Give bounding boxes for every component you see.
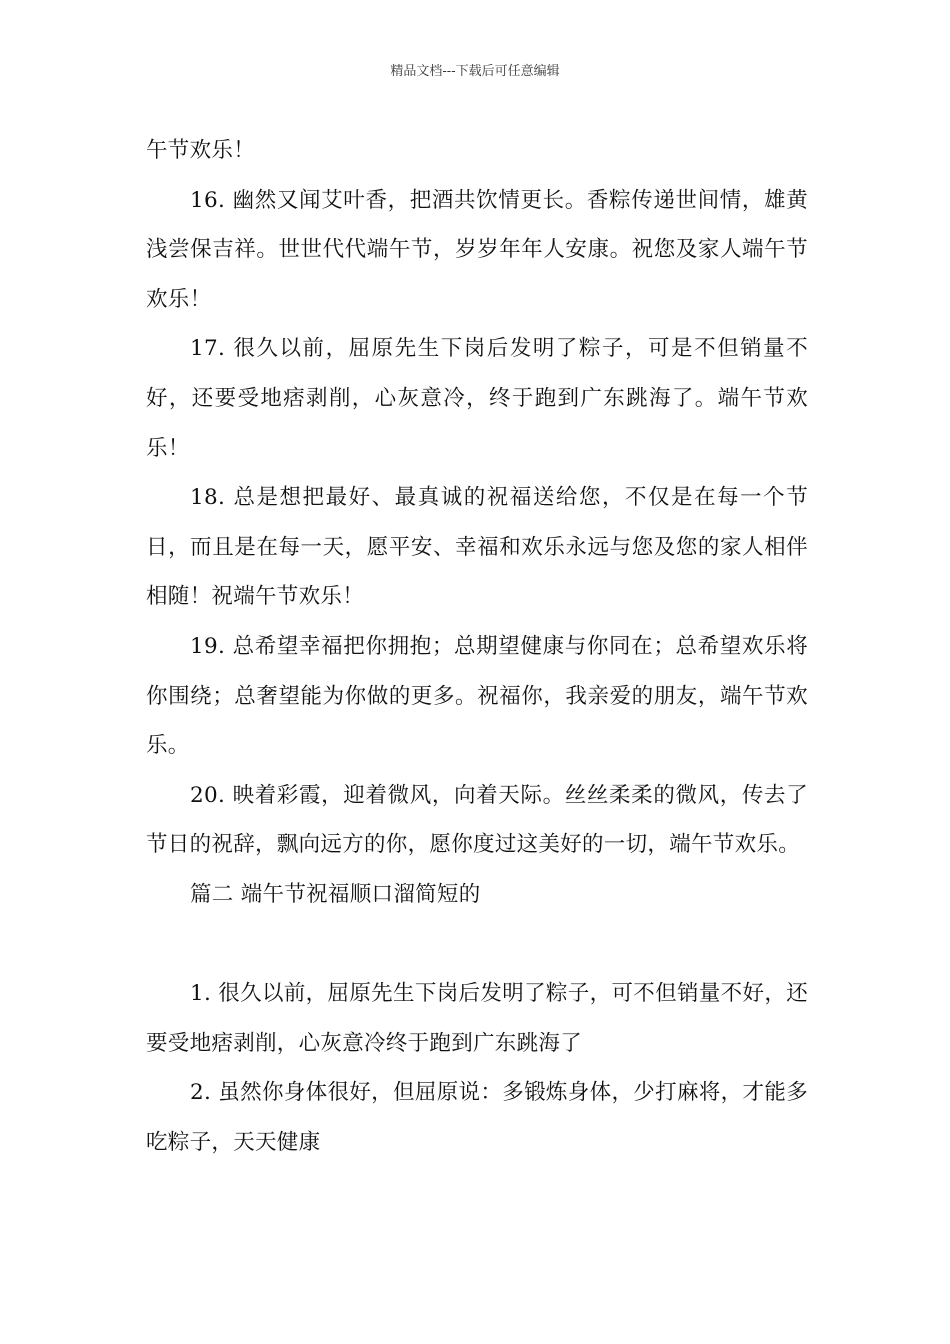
paragraph-item-1: 1. 很久以前，屈原先生下岗后发明了粽子，可不但销量不好，还要受地痞剥削，心灰意冷终于跑到广东跳海了 [146, 981, 808, 1056]
blank-line [146, 920, 808, 970]
paragraph-item-20: 20. 映着彩霞，迎着微风，向着天际。丝丝柔柔的微风，传去了节日的祝辞，飘向远方的你，愿你度过这美好的一切，端午节欢乐。 [146, 782, 808, 858]
paragraph-item-16: 16. 幽然又闻艾叶香，把酒共饮情更长。香粽传递世间情，雄黄浅尝保吉祥。世世代代端午节，岁岁年年人安康。祝您及家人端午节欢乐！ [146, 187, 808, 312]
document-body [146, 126, 808, 1167]
page-header: 精品文档---下载后可任意编辑 [390, 64, 560, 79]
paragraph-item-18: 18. 总是想把最好、最真诚的祝福送给您，不仅是在每一个节日，而且是在每一天，愿平安、幸福和欢乐永远与您及您的家人相伴相随！祝端午节欢乐！ [146, 485, 808, 610]
paragraph-item-17: 17. 很久以前，屈原先生下岗后发明了粽子，可是不但销量不好，还要受地痞剥削，心灰意冷，终于跑到广东跳海了。端午节欢乐！ [146, 336, 808, 461]
section-heading: 篇二 端午节祝福顺口溜简短的 [190, 881, 481, 907]
paragraph-item-2: 2. 虽然你身体很好，但屈原说：多锻炼身体，少打麻将，才能多吃粽子，天天健康 [146, 1080, 808, 1155]
paragraph-continuation: 午节欢乐！ [146, 138, 256, 163]
paragraph-item-19: 19. 总希望幸福把你拥抱；总期望健康与你同在；总希望欢乐将你围绕；总奢望能为你做的更多。祝福你，我亲爱的朋友，端午节欢乐。 [146, 633, 808, 759]
